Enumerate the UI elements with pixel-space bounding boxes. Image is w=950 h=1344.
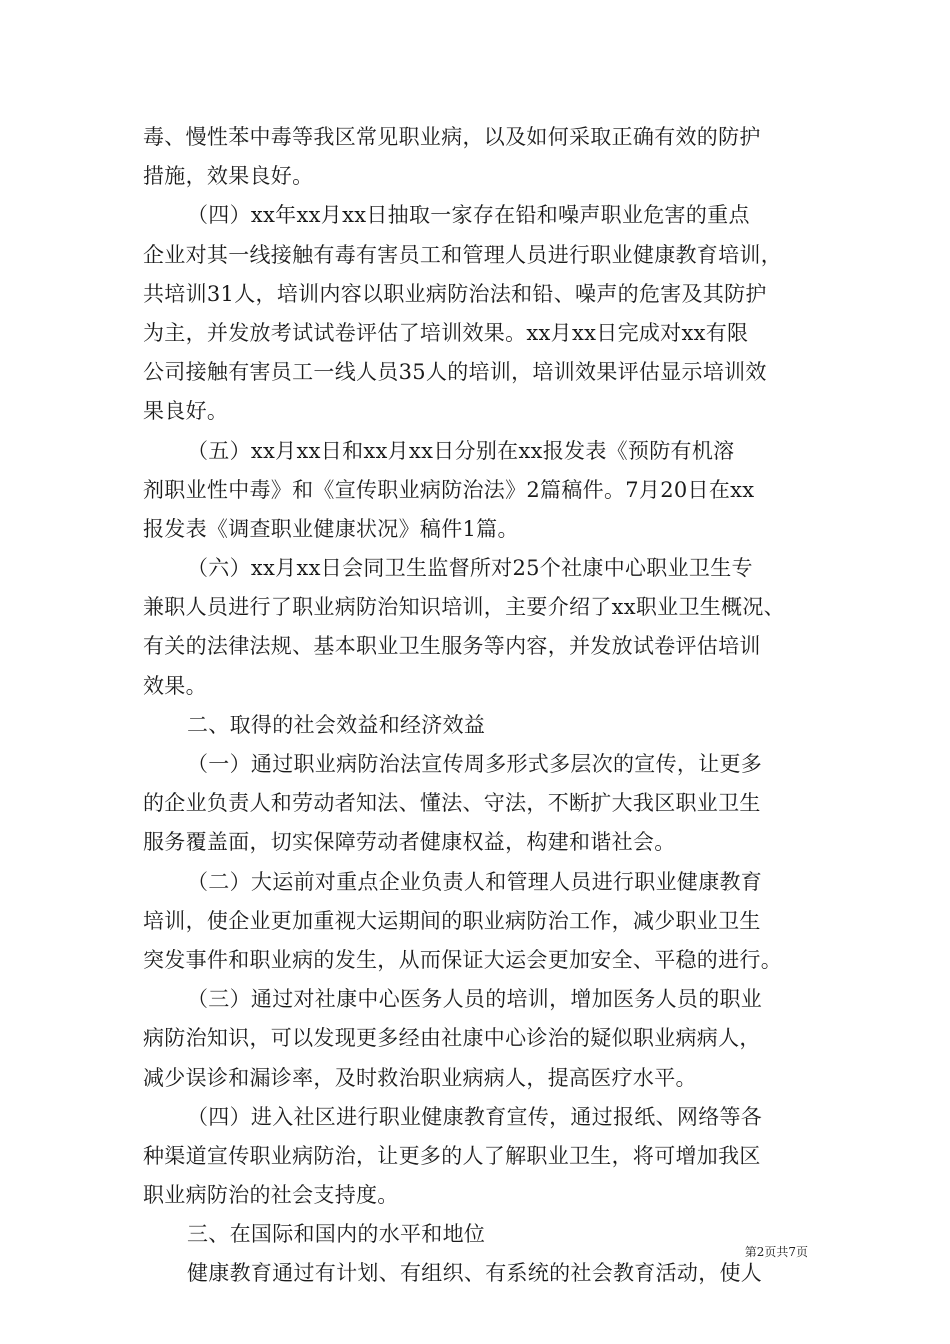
paragraph-line: 剂职业性中毒》和《宣传职业病防治法》2篇稿件。7月20日在xx [143, 477, 755, 502]
paragraph-line: （四）xx年xx月xx日抽取一家存在铅和噪声职业危害的重点 [187, 203, 750, 228]
paragraph-line: （六）xx月xx日会同卫生监督所对25个社康中心职业卫生专 [187, 556, 753, 581]
paragraph-line: （一）通过职业病防治法宣传周多形式多层次的宣传，让更多 [187, 752, 763, 776]
paragraph-line: 报发表《调查职业健康状况》稿件1篇。 [143, 516, 519, 541]
paragraph-line: 培训，使企业更加重视大运期间的职业病防治工作，减少职业卫生 [143, 908, 761, 933]
paragraph-line: 果良好。 [143, 399, 229, 424]
paragraph-line: （二）大运前对重点企业负责人和管理人员进行职业健康教育 [187, 869, 763, 894]
paragraph-line: 减少误诊和漏诊率，及时救治职业病病人，提高医疗水平。 [143, 1065, 697, 1090]
paragraph-line: 三、在国际和国内的水平和地位 [187, 1222, 486, 1247]
paragraph-line: 为主，并发放考试试卷评估了培训效果。xx月xx日完成对xx有限 [143, 320, 749, 345]
paragraph-line: 健康教育通过有计划、有组织、有系统的社会教育活动，使人 [187, 1261, 763, 1286]
paragraph-line: 病防治知识，可以发现更多经由社康中心诊治的疑似职业病病人， [143, 1026, 761, 1051]
paragraph-line: 有关的法律法规、基本职业卫生服务等内容，并发放试卷评估培训 [143, 634, 761, 659]
document-body [143, 118, 808, 1294]
paragraph-line: 职业病防治的社会支持度。 [143, 1183, 399, 1208]
paragraph-line: 突发事件和职业病的发生，从而保证大运会更加安全、平稳的进行。 [143, 947, 782, 972]
paragraph-line: 服务覆盖面，切实保障劳动者健康权益，构建和谐社会。 [143, 830, 676, 855]
paragraph-line: 的企业负责人和劳动者知法、懂法、守法，不断扩大我区职业卫生 [143, 791, 761, 816]
page-number-footer: 第2页共7页 [744, 1245, 808, 1259]
paragraph-line: 毒、慢性苯中毒等我区常见职业病，以及如何采取正确有效的防护 [143, 125, 761, 149]
paragraph-line: 兼职人员进行了职业病防治知识培训，主要介绍了xx职业卫生概况、 [143, 595, 785, 620]
paragraph-line: （五）xx月xx日和xx月xx日分别在xx报发表《预防有机溶 [187, 438, 735, 463]
paragraph-line: 效果。 [143, 673, 207, 698]
paragraph-line: 措施，效果良好。 [143, 164, 314, 189]
paragraph-line: 企业对其一线接触有毒有害员工和管理人员进行职业健康教育培训， [143, 242, 782, 267]
paragraph-line: 种渠道宣传职业病防治，让更多的人了解职业卫生，将可增加我区 [143, 1143, 761, 1168]
paragraph-line: （三）通过对社康中心医务人员的培训，增加医务人员的职业 [187, 987, 763, 1012]
paragraph-line: （四）进入社区进行职业健康教育宣传，通过报纸、网络等各 [187, 1104, 763, 1129]
paragraph-line: 二、取得的社会效益和经济效益 [187, 712, 486, 737]
paragraph-line: 公司接触有害员工一线人员35人的培训，培训效果评估显示培训效 [143, 360, 767, 385]
paragraph-line: 共培训31人，培训内容以职业病防治法和铅、噪声的危害及其防护 [143, 281, 767, 306]
